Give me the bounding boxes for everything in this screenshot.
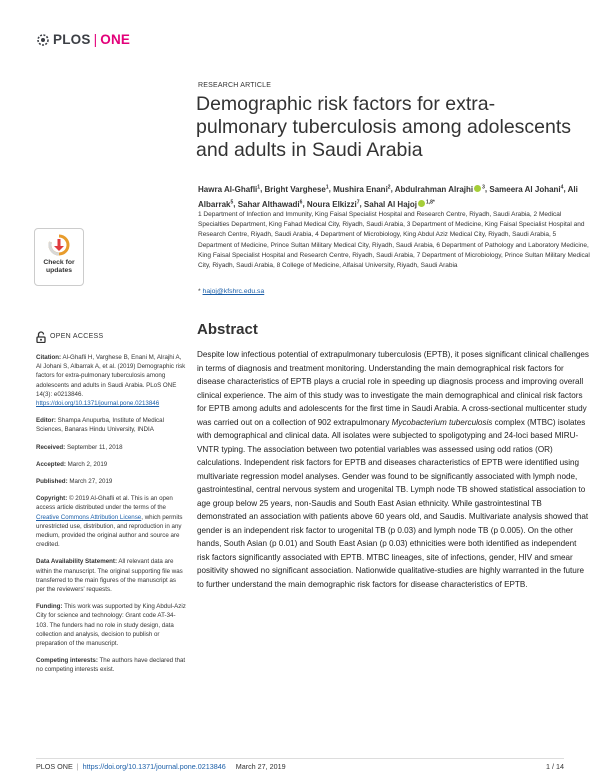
author-name: Sahar Althawadi [237,199,300,209]
accepted-label: Accepted: [36,460,66,468]
editor-block [36,416,186,434]
editor-text: Shampa Anupurba, Institute of Medical Sciences, Banaras Hindu University, INDIA [36,417,164,434]
abstract-heading: Abstract [197,321,258,338]
author-affiliation-marker: 6 [299,199,303,206]
citation-block [36,353,186,408]
check-updates-label-2: updates [45,267,73,274]
data-availability-text: All relevant data are within the manuscript. The original supporting file was transferred to the main figures of the manuscript as per the reviewers' requests. [36,558,183,594]
page-footer [36,762,564,771]
abstract-part-2: complex (MTBC) isolates with demographical and clinical data. All isolates were subjected to spoligotyping and 24-loci based MIRU-VNTR typing. The association between two potential variables was assessed using odd ratios (OR) calculations. Independent risk factors for EPTB and diseases characteristics of EPTB were identified using multivariate regression model analyses. Gender was found to be significantly associated with lymph node, gastrointestinal, central nervous system and urogenital TB. Lymph node TB showed statistical association to age group below 25 years, non-Saudis and South East Asian ethnicity. While gastrointestinal TB demonstrated an association with patients above 60 years old, and Saudis. Multivariate analysis showed that gender is an independent risk factor to urogenital TB (p 0.03) and lymph node TB (p 0.005). On the other hands, South Asian (p 0.01) and South East Asian (p 0.03) ethnicities were both identified as independent risk factors significantly associated with EPTB. MTBC lineages, site of infections, gender, HIV and smear positivity showed no significant association. Nationwide qualitative-studies are highly warranted in the future to further understand the main demographic risk factors for disease characteristics of EPTB. [197,417,589,589]
competing-interests-block [36,656,186,674]
abstract-part-1: Despite low infectious potential of extrapulmonary tuberculosis (EPTB), it poses significant clinical challenges in terms of diagnosis and treatment monitoring. Understanding the main demographical risk factors for disease characteristics of EPTB plays a crucial role in speeding up diagnosis process and improving overall clinical experience. The aim of this study was to investigate the main demographical and clinical risk factors for EPTB among adults and adolescents for the first time in Saudi Arabia. A cross-sectional multicenter study was carried out on a collection of 902 extrapulmonary [197,350,589,427]
email-link[interactable]: hajoj@kfshrc.edu.sa [202,288,265,295]
author-name: Sameera Al Johani [489,184,561,194]
affiliations: 1 Department of Infection and Immunity, King Faisal Specialist Hospital and Research Centre, Riyadh, Saudi Arabia, 2 Medical Specialties Department, King Fahad Medical City, Riyadh, Saudi Arabia, 3 Department of Medicine, King Faisal Specialist Hospital and Research Centre, Riyadh, Saudi Arabia, 4 Department of Microbiology, King Abdul Aziz Medical City, Riyadh, Saudi Arabia, 5 Department of Medicine, Prince Sultan Military Medical City, Riyadh, Saudi Arabia, 6 Department of Pathology and Laboratory Medicine, King Faisal Specialist Hospital and Research Centre, Riyadh, Saudi Arabia, 7 Department of Microbiology, Prince Sultan Military Medical City, Riyadh, Saudi Arabia, 8 College of Medicine, Alfaisal University, Riyadh, Saudi Arabia [198,211,590,270]
author-affiliation-marker: 2 [387,184,391,190]
footer-date: March 27, 2019 [235,762,286,771]
author [238,200,303,209]
author-affiliation-marker: 1 [325,184,329,190]
footer-left [36,762,546,771]
author-affiliation-marker: 1,8* [425,199,435,206]
footer-journal: PLOS ONE [36,762,73,771]
footer-page-number: 1 / 14 [546,762,564,771]
check-updates-label-1: Check for [43,259,75,266]
copyright-label: Copyright: [36,495,68,503]
check-for-updates-badge[interactable] [34,228,84,286]
logo-plos-text: PLOS [53,32,91,47]
author [489,185,563,194]
published-date: March 27, 2019 [67,478,113,486]
open-lock-icon [36,331,46,343]
author-name: Abdulrahman Alrajhi [394,184,474,194]
data-availability-block [36,557,186,594]
abstract-body [197,348,591,591]
footer-divider [36,758,564,759]
open-access-label [36,331,186,343]
plos-logo-icon [36,33,50,47]
footer-separator: | [76,762,79,771]
author-affiliation-marker: 3 [482,184,485,190]
author-affiliation-marker: 7 [356,199,360,206]
author-name: Sahal Al Hajoj [363,199,417,209]
author [198,185,260,194]
author-name: Hawra Al-Ghafli [198,184,258,194]
accepted-date: March 2, 2019 [65,460,108,468]
article-title: Demographic risk factors for extra-pulmonary tuberculosis among adolescents and adults in Saudi Arabia [196,93,572,161]
author [395,185,485,194]
funding-label: Funding: [36,603,63,611]
copyright-block [36,494,186,549]
received-date: September 11, 2018 [65,443,123,451]
competing-interests-label: Competing interests: [36,657,98,665]
author-name: Noura Elkizzi [306,199,357,209]
received-label: Received: [36,443,66,451]
author [307,200,360,209]
author-affiliation-marker: 1 [257,184,261,190]
copyright-text-2: , which permits unrestricted use, distribution, and reproduction in any medium, provided the original author and source are credited. [36,513,183,549]
article-type: RESEARCH ARTICLE [198,82,272,89]
data-availability-label: Data Availability Statement: [36,558,118,566]
author-affiliation-marker: 4 [560,184,564,190]
competing-interests-text: The authors have declared that no competing interests exist. [36,657,186,674]
orcid-icon[interactable] [418,200,425,207]
citation-doi-link[interactable]: https://doi.org/10.1371/journal.pone.0213846 [36,400,160,408]
author [364,200,435,209]
open-access-text: OPEN ACCESS [50,333,104,341]
author-name: Ali Albarrak [198,184,578,209]
published-label: Published: [36,478,68,486]
author [265,185,329,194]
funding-block [36,602,186,648]
corresponding-email[interactable] [198,288,264,295]
copyright-text-1: © 2019 Al-Ghafli et al. This is an open access article distributed under the terms of the [36,495,173,512]
author [333,185,390,194]
plos-one-logo [36,32,130,47]
editor-label: Editor: [36,417,56,425]
received-block [36,443,186,452]
author-list: Hawra Al-Ghafli$^1$, Bright Varghese$^1$, Mushira Enani$^2$, Abdulrahman Alrajhi $^3$, Sameera Al Johani$^4$, Ali Albarrak$^5$, Sahar Althawadi$^6$, Noura Elkizzi$^7$, Sahal Al Hajoj $^{1,8*}$ [198,184,578,209]
abstract-italic-species: Mycobacterium tuberculosis [391,417,493,427]
published-block [36,477,186,486]
cc-license-link[interactable]: Creative Commons Attribution License [36,513,142,521]
logo-one-text: ONE [100,32,131,47]
check-updates-icon [47,233,71,257]
orcid-icon[interactable] [474,185,481,192]
author-affiliation-marker: 5 [230,199,234,206]
author-name: Mushira Enani [333,184,388,194]
funding-text: This work was supported by King Abdul-Aziz City for science and technology: Grant code AT-34-103. The funders had no role in study design, data collection and analysis, decision to publish or preparation of the manuscript. [36,603,186,648]
citation-text: Al-Ghafli H, Varghese B, Enani M, Alrajhi A, Al Johani S, Albarrak A, et al. (2019) Demographic risk factors for extra-pulmonary tuberculosis among adolescents and adults in Saudi Arabia. PLoS ONE 14(3): e0213846. [36,354,186,398]
article-sidebar [36,331,186,683]
citation-label: Citation: [36,354,62,361]
email-star: * [198,288,201,295]
accepted-block [36,460,186,469]
footer-doi-link[interactable]: https://doi.org/10.1371/journal.pone.0213846 [82,762,226,771]
logo-separator: | [93,32,98,47]
author-name: Bright Varghese [264,184,326,194]
